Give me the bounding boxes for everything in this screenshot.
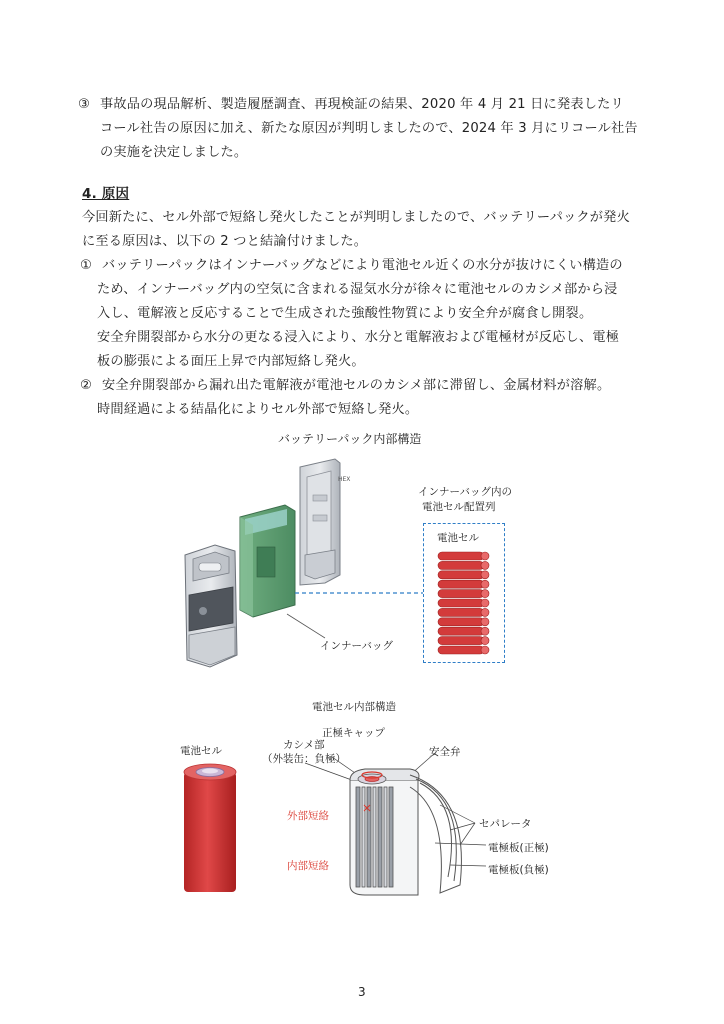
negative-plate-label: 電極板(負極)	[488, 864, 549, 876]
figure1-title: バッテリーパック内部構造	[278, 432, 422, 446]
cause1-line-4: 安全弁開裂部から水分の更なる浸入により、水分と電解液および電極材が反応し、電極	[97, 330, 620, 345]
cell-end	[481, 590, 489, 598]
crimp-label-line1: カシメ部	[283, 739, 325, 751]
positive-cap-label: 正極キャップ	[322, 727, 385, 739]
crimp-label-line2: （外装缶：負極）	[262, 753, 346, 765]
cell-end	[481, 571, 489, 579]
section4-intro-2: に至る原因は、以下の 2 つと結論付けました。	[82, 234, 368, 249]
item3-line-1: 事故品の現品解析、製造履歴調査、再現検証の結果、2020 年 4 月 21 日に発表したリ	[100, 97, 624, 112]
cell-body	[438, 561, 484, 569]
section4-heading: 4. 原因	[82, 186, 130, 202]
separator-label: セパレータ	[479, 818, 532, 830]
cause1-line-1: バッテリーパックはインナーバッグなどにより電池セル近くの水分が抜けにくい構造の	[102, 258, 623, 273]
hex-badge: HEX	[338, 476, 351, 483]
safety-valve-label: 安全弁	[429, 746, 461, 758]
figure2-title: 電池セル内部構造	[312, 701, 396, 713]
cause2-line-2: 時間経過による結晶化によりセル外部で短絡し発火。	[97, 402, 419, 417]
cause1-marker: ①	[80, 258, 93, 273]
inner-bag-with-cells	[240, 505, 295, 617]
cell-body	[438, 637, 484, 645]
item3-line-2: コール社告の原因に加え、新たな原因が判明しましたので、2024 年 3 月にリコール社告	[100, 121, 638, 136]
cell-body	[438, 618, 484, 626]
cause1-line-3: 入し、電解液と反応することで生成された強酸性物質により安全弁が腐食し開裂。	[97, 306, 593, 321]
cause1-line-2: ため、インナーバッグ内の空気に含まれる湿気水分が徐々に電池セルのカシメ部から浸	[97, 282, 618, 297]
cell-body	[438, 646, 484, 654]
internal-short-label: 内部短絡	[287, 860, 329, 872]
cell-end	[481, 608, 489, 616]
cell-end	[481, 580, 489, 588]
item3-marker: ③	[78, 97, 91, 112]
cell-body	[438, 590, 484, 598]
cell-end	[481, 552, 489, 560]
cell-rows	[438, 552, 489, 654]
cause1-line-5: 板の膨張による面圧上昇で内部短絡し発火。	[97, 354, 365, 369]
single-cell-illustration	[180, 762, 240, 894]
callout-title-line2: 電池セル配置列	[422, 501, 496, 513]
cell-body	[438, 571, 484, 579]
cell-cross-section-diagram	[270, 735, 510, 900]
cell-end	[481, 561, 489, 569]
cell-end	[481, 637, 489, 645]
callout-connector	[295, 580, 425, 600]
cell-stack-illustration	[436, 548, 494, 658]
cell-end	[481, 646, 489, 654]
cell-end	[481, 618, 489, 626]
cause2-marker: ②	[80, 378, 93, 393]
cell-body	[438, 580, 484, 588]
cell-body	[438, 552, 484, 560]
positive-cap-shape	[358, 772, 386, 784]
cell-body	[438, 599, 484, 607]
right-case-shell	[300, 459, 340, 585]
cause2-line-1: 安全弁開裂部から漏れ出た電解液が電池セルのカシメ部に滞留し、金属材料が溶解。	[102, 378, 611, 393]
callout-title-line1: インナーバッグ内の	[418, 486, 512, 498]
left-case-with-handle	[185, 545, 237, 667]
callout-cell-label: 電池セル	[437, 532, 479, 544]
positive-plate-label: 電極板(正極)	[488, 842, 549, 854]
fig2-cell-label: 電池セル	[180, 745, 222, 757]
inner-bag-label: インナーバッグ	[320, 640, 393, 652]
cell-end	[481, 627, 489, 635]
cell-body	[438, 608, 484, 616]
page-number: 3	[358, 985, 366, 999]
section4-intro-1: 今回新たに、セル外部で短絡し発火したことが判明しましたので、バッテリーパックが発火	[82, 210, 630, 225]
cell-body	[438, 627, 484, 635]
external-short-label: 外部短絡	[287, 810, 329, 822]
item3-line-3: の実施を決定しました。	[100, 145, 248, 160]
cell-end	[481, 599, 489, 607]
